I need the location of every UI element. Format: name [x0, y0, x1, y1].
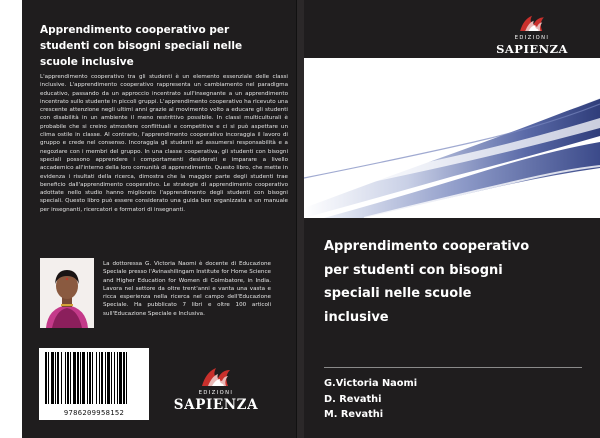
author-name: M. Revathi [324, 409, 384, 420]
barcode-icon [39, 348, 149, 408]
publisher-logo-front [494, 14, 570, 56]
cover-art [304, 58, 600, 218]
front-title-line: inclusive [324, 309, 389, 325]
author-portrait-icon [40, 258, 94, 328]
front-title-line: speciali nelle scuole [324, 286, 472, 301]
front-title-line: per studenti con bisogni [324, 262, 503, 278]
flame-icon [196, 366, 236, 386]
author-list [324, 376, 564, 423]
author-name: D. Revathi [324, 393, 382, 405]
front-title-line: Apprendimento cooperativo [324, 239, 530, 254]
divider [324, 367, 582, 368]
barcode-number: 9786209958152 [63, 408, 125, 417]
back-cover-title: Apprendimento cooperativo per studenti con bisogni speciali nelle scuole inclusive [40, 24, 243, 68]
publisher-name: SAPIENZA [173, 397, 259, 413]
front-cover-title [324, 235, 584, 329]
publisher-edizioni: EDIZIONI [198, 390, 234, 396]
author-photo [40, 258, 94, 328]
front-cover [304, 0, 600, 438]
author-bio: La dottoressa G. Victoria Naomi è docente di Educazione Speciale presso l'Avinashilingam Institute for Home Science and Higher Education for Women di Coimbatore, in India. Lavora nel settore da oltre trent'anni e vanta una vasta e ricca esperienza nella ricerca nel campo dell'Educazione Speciale. Ha pubblicato 7 libri e oltre 100 articoli sull'Educazione Speciale e Inclusiva. [103, 261, 271, 317]
back-cover-blurb: L'apprendimento cooperativo tra gli studenti è un elemento essenziale delle classi inclusive. L'apprendimento cooperativo rappresenta un cambiamento nel paradigma educativo, passando da un approccio incentrato sull'insegnante a un apprendimento incentrato sullo studente in piccoli gruppi. L'apprendimento cooperativo ha ricevuto una crescente attenzione negli ultimi anni grazie al movimento volto a educare gli studenti con disabilità in un ambiente il meno restrittivo possibile. In classi multiculturali è probabile che si creino atmosfere conflittuali e competitive e ci si può aspettare un clima ostile in classe. Al contrario, l'apprendimento cooperativo incoraggia il lavoro di gruppo e crede nel consenso. Incoraggia gli studenti ad assumersi responsabilità e a negoziare con i membri del gruppo. In una classe cooperativa, gli studenti con bisogni speciali possono apprendere i comportamenti desiderati e imparare a livello accademico all'interno della loro comunità di apprendimento. Questo libro, che mette in evidenza i risultati della ricerca, dimostra che la maggior parte degli studenti trae beneficio dall'apprendimento cooperativo. Le strategie di apprendimento cooperativo adottate nello studio hanno migliorato l'apprendimento degli studenti con bisogni speciali. Questo libro può essere considerato una guida ben organizzata e un manuale per insegnanti, ricercatori e formatori di insegnanti. [40, 74, 288, 213]
publisher-edizioni: EDIZIONI [514, 35, 550, 41]
flame-icon [515, 14, 549, 31]
blue-waves-icon [304, 58, 600, 218]
back-cover [22, 0, 296, 438]
author-name: G.Victoria Naomi [324, 378, 418, 389]
publisher-name: SAPIENZA [496, 42, 568, 56]
publisher-logo-back [170, 366, 262, 413]
isbn-barcode [39, 348, 149, 420]
